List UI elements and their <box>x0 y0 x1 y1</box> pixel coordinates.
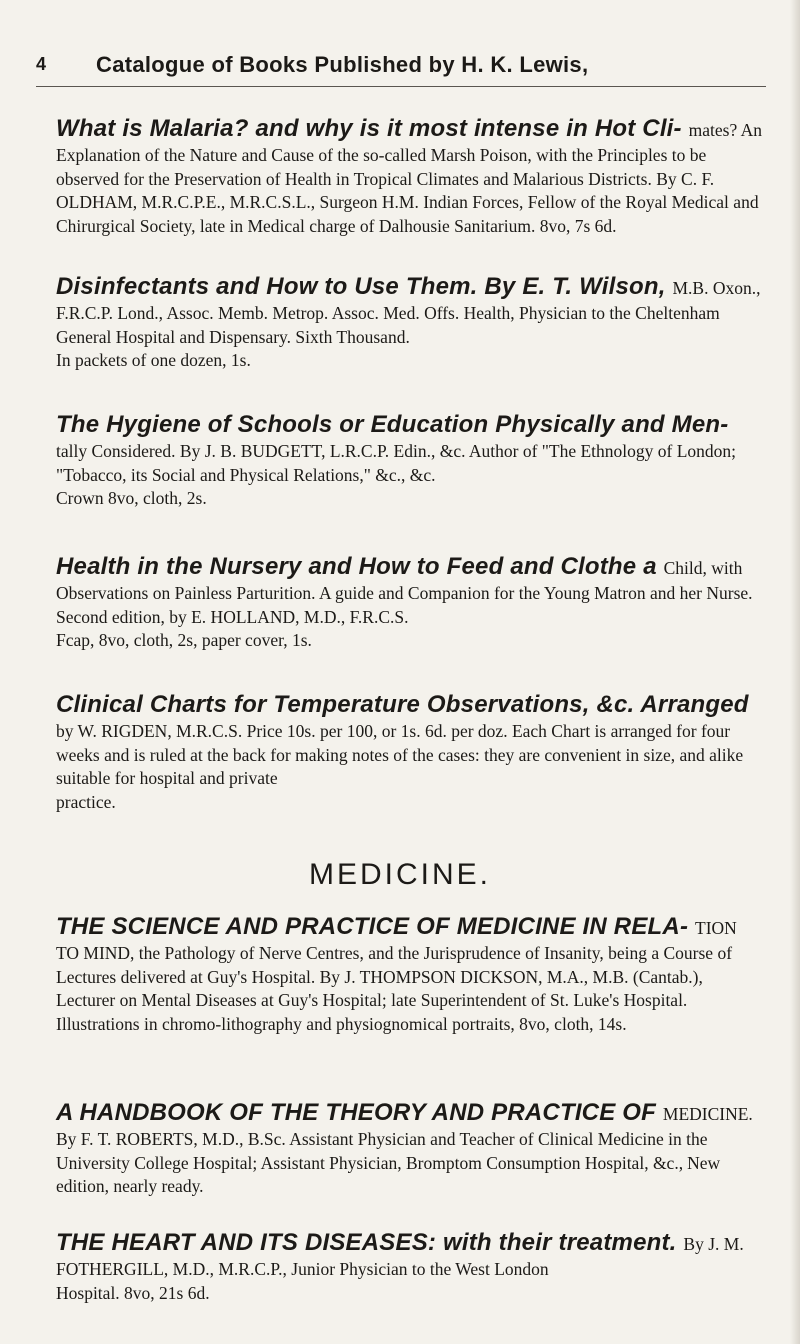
book-price: Crown 8vo, cloth, 2s. <box>56 488 207 508</box>
book-entry <box>56 912 762 1036</box>
book-title: A HANDBOOK OF THE THEORY AND PRACTICE OF <box>56 1099 663 1126</box>
edition-note: New edition, nearly ready. <box>56 1152 721 1196</box>
book-title: THE SCIENCE AND PRACTICE OF MEDICINE IN RELA- <box>56 913 696 940</box>
section-heading-medicine: MEDICINE. <box>308 858 491 891</box>
book-description: MEDICINE. By F. T. ROBERTS, M.D., B.Sc. Assistant Physician and Teacher of Clinical Medicine in the University College Hospital; Assistant Physician, Bromptom Consumption Hospital, &c., <box>56 1104 753 1173</box>
book-entry <box>56 552 762 653</box>
book-description: Child, with Observations on Painless Parturition. A guide and Companion for the Young Matron and her Nurse. Second edition, by E. HOLLAND, M.D., F.R.C.S. <box>56 558 753 627</box>
book-title: Health in the Nursery and How to Feed and Clothe a <box>56 553 664 580</box>
book-entry <box>56 1098 762 1199</box>
book-price: Fcap, 8vo, cloth, 2s, paper cover, 1s. <box>56 630 312 650</box>
book-entry <box>56 272 762 373</box>
book-title: THE HEART AND ITS DISEASES: with their treatment. <box>56 1229 684 1256</box>
book-description: M.B. Oxon., F.R.C.P. Lond., Assoc. Memb. Metrop. Assoc. Med. Offs. Health, Physician to the Cheltenham General Hospital and Dispensary. Sixth Thousand. <box>56 278 761 347</box>
book-description: by W. RIGDEN, M.R.C.S. Price 10s. per 100, or 1s. 6d. per doz. Each Chart is arranged for four weeks and is ruled at the back for making notes of the cases: they are convenient in size, and alike suitable for hospital and private <box>56 721 744 788</box>
book-description: tally Considered. By J. B. BUDGETT, L.R.C.P. Edin., &c. Author of "The Ethnology of London; "Tobacco, its Social and Physical Relations," &c., &c. <box>56 441 737 485</box>
book-entry <box>56 410 762 511</box>
book-title: What is Malaria? and why is it most intense in Hot Cli- <box>56 115 689 142</box>
book-description: TION TO MIND, the Pathology of Nerve Centres, and the Jurisprudence of Insanity, being a Course of Lectures delivered at Guy's Hospital. By J. THOMPSON DICKSON, M.A., M.B. (Cantab.), Lecturer on Mental Diseases at Guy's Hospital; late Superintendent of St. Luke's Hospital. Illustrations in chromo-lithography and physiognomical portraits, 8vo, cloth, 14s. <box>56 918 737 1034</box>
book-entry <box>56 1228 762 1305</box>
running-title: Catalogue of Books Published by H. K. Lewis, <box>96 52 589 77</box>
book-entry <box>56 114 762 238</box>
header-rule <box>36 86 766 87</box>
book-price: Hospital. 8vo, 21s 6d. <box>56 1282 210 1303</box>
book-description: By J. M. FOTHERGILL, M.D., M.R.C.P., Junior Physician to the West London <box>56 1234 744 1279</box>
book-title: The Hygiene of Schools or Education Physically and Men- <box>56 411 729 438</box>
book-price: practice. <box>56 791 116 812</box>
book-description: mates? An Explanation of the Nature and Cause of the so-called Marsh Poison, with the Principles to be observed for the Preservation of Health in Tropical Climates and Malarious Districts. By C. F. OLDHAM, M.R.C.P.E., M.R.C.S.L., Surgeon H.M. Indian Forces, Fellow of the Royal Medical and Chirurgical Society, late in Medical charge of Dalhousie Sanitarium. 8vo, 7s 6d. <box>56 120 763 236</box>
book-title: Clinical Charts for Temperature Observations, &c. Arranged <box>56 691 749 718</box>
page-number: 4 <box>36 54 47 74</box>
page-edge-shadow <box>790 0 800 1344</box>
book-price: In packets of one dozen, 1s. <box>56 350 251 370</box>
book-title: Disinfectants and How to Use Them. By E. T. Wilson, <box>56 273 673 300</box>
book-entry <box>56 690 762 814</box>
page-header <box>36 48 756 78</box>
